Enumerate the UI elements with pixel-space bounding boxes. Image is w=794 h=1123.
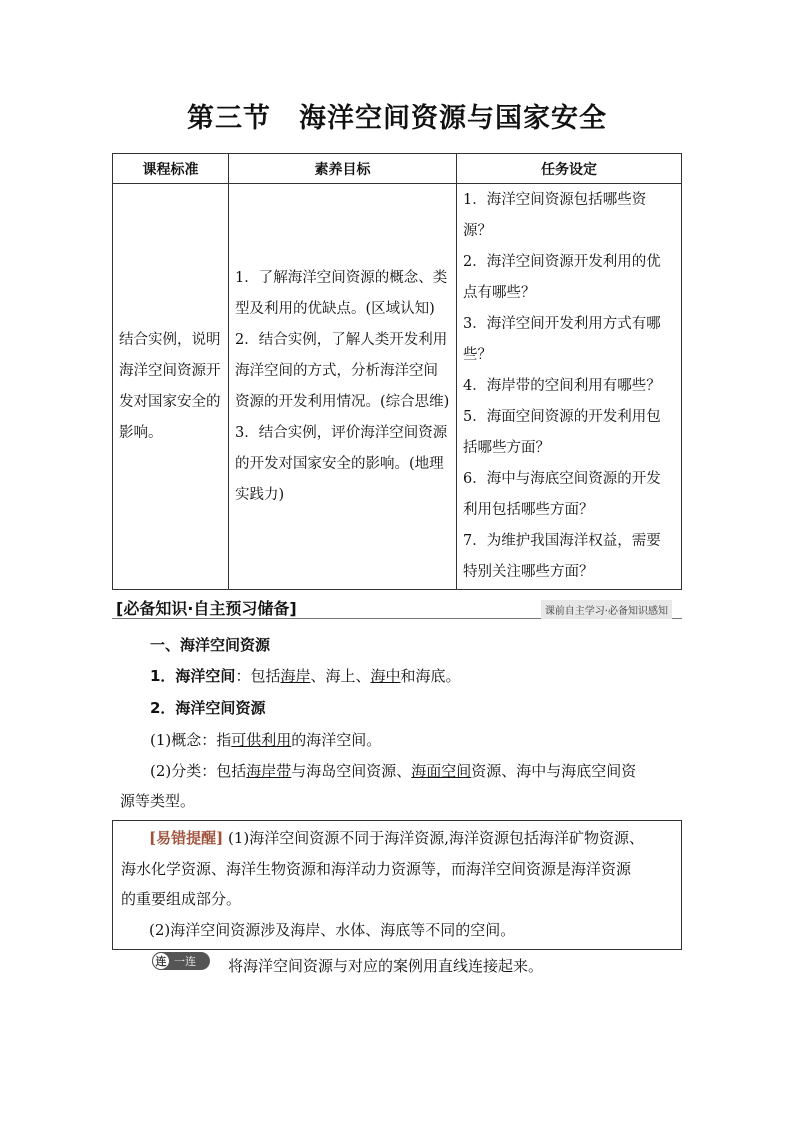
paragraph-concept — [150, 729, 381, 750]
text-segment: 的海洋空间。 — [291, 731, 382, 749]
header-standard: 课程标准 — [113, 154, 229, 184]
text-segment: 和海底。 — [400, 667, 461, 685]
connect-badge-label: 一连 — [174, 955, 196, 968]
heading-ocean-space-resources: 一、海洋空间资源 — [150, 636, 271, 654]
header-goals: 素养目标 — [229, 154, 457, 184]
note-line: 的重要组成部分。 — [121, 890, 242, 908]
text-segment: (1)概念：指 — [150, 731, 232, 749]
task-item: 7．为维护我国海洋权益，需要特别关注哪些方面？ — [463, 533, 661, 580]
text-segment: 与海岛空间资源、 — [291, 762, 412, 780]
goal-item: 2．结合实例，了解人类开发利用海洋空间的方式，分析海洋空间资源的开发利用情况。(综合思维) — [235, 331, 450, 410]
underlined-term: 海中 — [370, 667, 401, 685]
goals-cell — [229, 184, 457, 590]
tasks-cell — [457, 184, 682, 590]
note-text: (1)海洋空间资源不同于海洋资源,海洋资源包括海洋矿物资源、 — [227, 829, 645, 847]
task-item: 1．海洋空间资源包括哪些资源？ — [463, 192, 647, 239]
note-line: 海水化学资源、海洋生物资源和海洋动力资源等，而海洋空间资源是海洋资源 — [121, 860, 632, 878]
task-item: 4．海岸带的空间利用有哪些？ — [463, 378, 661, 394]
goal-item: 1．了解海洋空间资源的概念、类型及利用的优缺点。(区域认知) — [235, 269, 448, 317]
paragraph-ocean-space — [150, 665, 461, 686]
connect-instruction: 将海洋空间资源与对应的案例用直线连接起来。 — [228, 957, 544, 975]
header-tasks: 任务设定 — [457, 154, 682, 184]
connect-badge — [152, 952, 210, 970]
standard-text: 结合实例，说明海洋空间资源开发对国家安全的影响。 — [119, 331, 221, 441]
task-item: 2．海洋空间资源开发利用的优点有哪些？ — [463, 254, 661, 301]
section-title: [必备知识·自主预习储备] — [116, 599, 297, 618]
term-label: 1．海洋空间 — [150, 667, 236, 685]
text-segment: (2)分类：包括 — [150, 762, 247, 780]
page-title: 第三节 海洋空间资源与国家安全 — [187, 103, 607, 134]
section-tag: 课前自主学习·必备知识感知 — [541, 600, 672, 619]
note-tag: [易错提醒] — [149, 829, 224, 847]
section-header — [112, 596, 682, 619]
standard-cell — [113, 184, 229, 590]
text-segment: 资源、海中与海底空间资 — [471, 762, 637, 780]
underlined-term: 海岸 — [280, 667, 311, 685]
note-line — [149, 827, 644, 848]
note-line: (2)海洋空间资源涉及海岸、水体、海底等不同的空间。 — [149, 921, 516, 939]
heading-resources: 2．海洋空间资源 — [150, 699, 266, 717]
task-item: 5．海面空间资源的开发利用包括哪些方面？ — [463, 409, 661, 456]
text-segment: 、海上、 — [310, 667, 371, 685]
underlined-term: 可供利用 — [231, 731, 292, 749]
error-reminder-box — [112, 820, 682, 950]
paragraph-classification-cont: 源等类型。 — [120, 792, 196, 810]
task-item: 6．海中与海底空间资源的开发利用包括哪些方面？ — [463, 471, 661, 518]
paragraph-classification — [150, 760, 636, 781]
connect-badge-icon: 连 — [152, 952, 170, 970]
text-segment: ：包括 — [235, 667, 281, 685]
task-item: 3．海洋空间开发利用方式有哪些？ — [463, 316, 661, 363]
underlined-term: 海岸带 — [246, 762, 292, 780]
curriculum-table — [112, 153, 682, 590]
underlined-term: 海面空间 — [411, 762, 472, 780]
goal-item: 3．结合实例，评价海洋空间资源的开发对国家安全的影响。(地理实践力) — [235, 424, 448, 503]
